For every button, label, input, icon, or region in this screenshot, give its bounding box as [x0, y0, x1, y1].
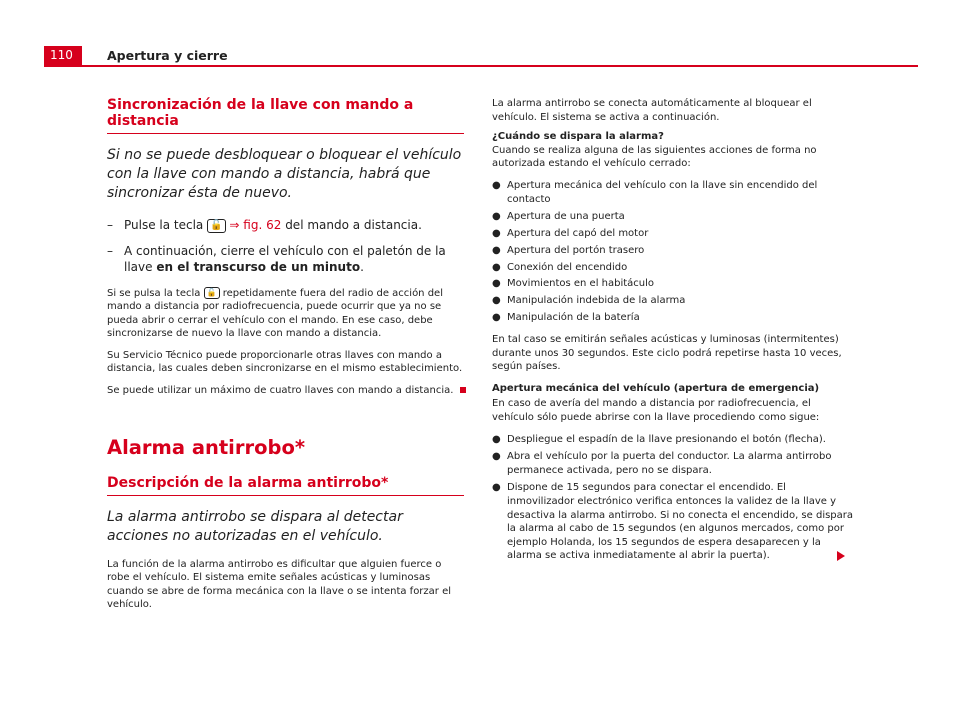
- section-end-marker: [460, 387, 466, 393]
- bullet-icon: ●: [492, 278, 501, 290]
- step-1-text-b: del mando a distancia.: [285, 218, 422, 232]
- list-item-text: Conexión del encendido: [507, 261, 628, 273]
- bullet-icon: ●: [492, 312, 501, 324]
- bullet-icon: ●: [492, 261, 501, 273]
- dash-marker: –: [107, 218, 113, 232]
- bullet-icon: ●: [492, 227, 501, 239]
- list-item-text: Manipulación de la batería: [507, 312, 640, 324]
- right-column: [492, 97, 854, 563]
- step-2: [107, 243, 464, 276]
- sync-para-3-wrap: [107, 384, 464, 398]
- bullet-icon: ●: [492, 179, 501, 191]
- para-1-text-a: Si se pulsa la tecla: [107, 287, 201, 299]
- when-heading: ¿Cuándo se dispara la alarma?: [492, 131, 664, 143]
- header-rule: [44, 65, 918, 67]
- alarm-para: La función de la alarma antirrobo es dificultar que alguien fuerce o robe el vehículo. El sistema emite señales acústicas y luminosas cuando se abre de forma mecánica con la llave o se intenta forzar el vehículo.: [107, 558, 452, 611]
- alarm-intro: La alarma antirrobo se conecta automáticamente al bloquear el vehículo. El sistema se activa a continuación.: [492, 98, 812, 123]
- when-text: Cuando se realiza alguna de las siguientes acciones de forma no autorizada estando el vehículo cerrado:: [492, 144, 817, 170]
- sync-heading: Sincronización de la llave con mando a distancia: [107, 97, 464, 134]
- emergency-heading: Apertura mecánica del vehículo (apertura de emergencia): [492, 382, 820, 394]
- unlock-key-icon: 🔓: [207, 219, 225, 233]
- list-item-text: Movimientos en el habitáculo: [507, 278, 655, 290]
- list-item: [492, 277, 854, 291]
- step-2-text-b: .: [360, 260, 364, 274]
- signals-text: En tal caso se emitirán señales acústicas y luminosas (intermitentes) durante unos 30 segundos. Este ciclo podrá repetirse hasta 10 veces, según países.: [492, 334, 842, 373]
- list-item: [492, 481, 854, 563]
- list-item: [492, 244, 854, 258]
- list-item-text: Dispone de 15 segundos para conectar el encendido. El inmovilizador electrónico verifica entonces la validez de la llave y desactiva la alarma antirrobo. Si no conecta el encendido, se dispara la alarma al cabo de 15 segundos (en algunos mercados, como por ejemplo Holanda, los 15 segundos de espera desaparecen y la alarma se activa inmediatamente al abrir la puerta).: [507, 482, 854, 562]
- sync-para-1: [107, 287, 464, 341]
- dash-marker: –: [107, 243, 113, 258]
- list-item-text: Apertura de una puerta: [507, 210, 625, 222]
- running-title: Apertura y cierre: [107, 48, 228, 63]
- sync-para-2: Su Servicio Técnico puede proporcionarle otras llaves con mando a distancia, las cuales deben sincronizarse en el mismo establecimiento.: [107, 349, 463, 375]
- step-2-text-a: A continuación, cierre el vehículo con el paletón de la llave: [124, 243, 446, 274]
- list-item: [492, 179, 854, 206]
- list-item-text: Manipulación indebida de la alarma: [507, 295, 686, 307]
- continue-arrow-icon: [837, 551, 845, 561]
- list-item: [492, 450, 854, 477]
- bullet-icon: ●: [492, 210, 501, 222]
- alarm-chapter-title: Alarma antirrobo*: [107, 435, 306, 459]
- list-item: [492, 433, 854, 447]
- list-item: [492, 311, 854, 325]
- bullet-icon: ●: [492, 433, 501, 445]
- list-item-text: Apertura del portón trasero: [507, 244, 645, 256]
- list-item-text: Abra el vehículo por la puerta del conductor. La alarma antirrobo permanece activada, pero no se dispara.: [507, 451, 832, 476]
- step-1: [107, 217, 464, 234]
- fig-62-link[interactable]: ⇒ fig. 62: [229, 218, 282, 232]
- bullet-icon: ●: [492, 244, 501, 256]
- list-item: [492, 210, 854, 224]
- bullet-icon: ●: [492, 451, 501, 463]
- sync-lead: Si no se puede desbloquear o bloquear el vehículo con la llave con mando a distancia, habrá que sincronizar ésta de nuevo.: [107, 147, 462, 201]
- step-1-text-a: Pulse la tecla: [124, 218, 204, 232]
- step-2-bold: en el transcurso de un minuto: [156, 260, 361, 274]
- page-number: 110: [44, 46, 82, 65]
- left-column: [107, 97, 464, 612]
- list-item: [492, 294, 854, 308]
- trigger-list: [492, 179, 854, 325]
- bullet-icon: ●: [492, 295, 501, 307]
- alarm-heading: Descripción de la alarma antirrobo*: [107, 475, 464, 496]
- list-item: [492, 227, 854, 241]
- emergency-steps: [492, 433, 854, 563]
- alarm-lead: La alarma antirrobo se dispara al detectar acciones no autorizadas en el vehículo.: [107, 508, 403, 544]
- bullet-icon: ●: [492, 482, 501, 494]
- list-item-text: Despliegue el espadín de la llave presionando el botón (flecha).: [507, 433, 826, 445]
- unlock-key-icon: 🔓: [204, 287, 220, 299]
- list-item: [492, 261, 854, 275]
- list-item-text: Apertura mecánica del vehículo con la llave sin encendido del contacto: [507, 179, 818, 205]
- list-item-text: Apertura del capó del motor: [507, 227, 649, 239]
- para-1-text-b: repetidamente fuera del radio de acción del mando a distancia por radiofrecuencia, puede ocurrir que ya no se pueda abrir o cerrar el vehículo con el mando. En ese caso, debe sincronizarse de nuevo la llave con mando a distancia.: [107, 287, 443, 340]
- sync-para-3: Se puede utilizar un máximo de cuatro llaves con mando a distancia.: [107, 385, 454, 397]
- emergency-text: En caso de avería del mando a distancia por radiofrecuencia, el vehículo sólo puede abrirse con la llave procediendo como sigue:: [492, 398, 820, 424]
